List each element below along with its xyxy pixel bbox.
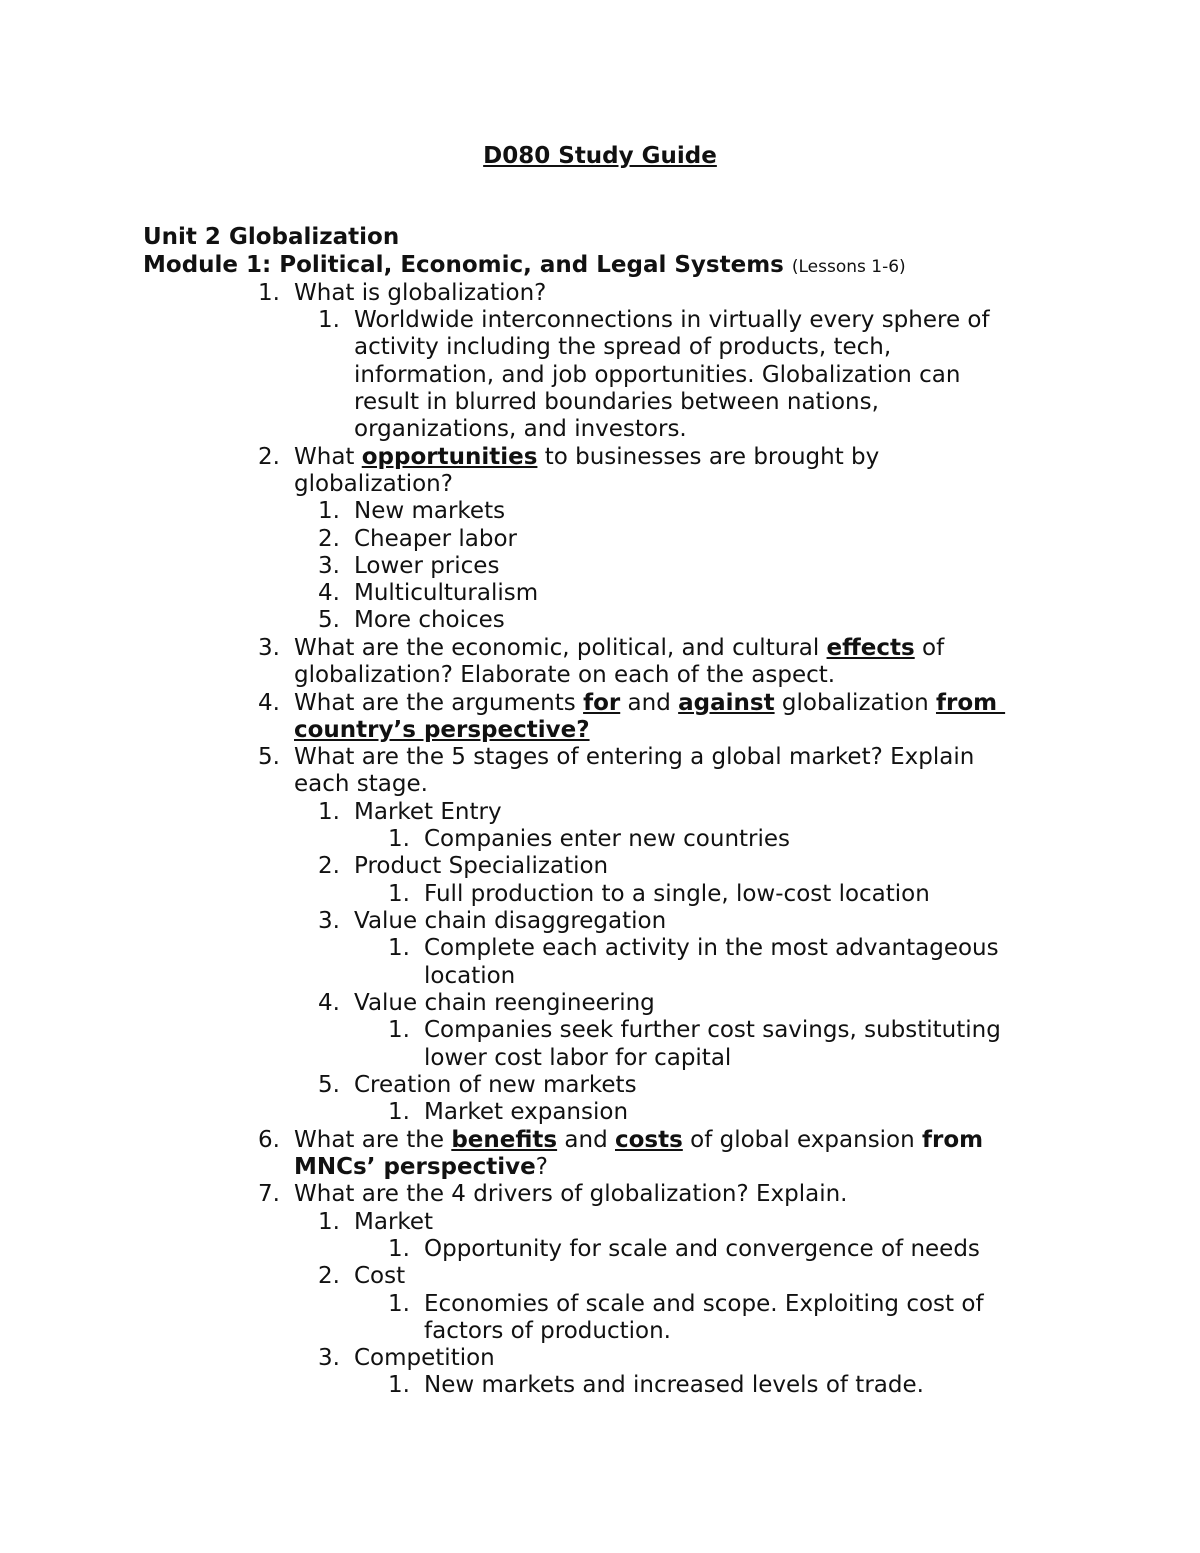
q5-stage-number: 1. bbox=[318, 799, 340, 825]
q7-driver-detail: Opportunity for scale and convergence of needs bbox=[424, 1236, 980, 1262]
q4-text bbox=[294, 689, 1005, 717]
q2-item-number: 1. bbox=[318, 498, 340, 524]
module-title: Module 1: Political, Economic, and Legal Systems bbox=[143, 252, 784, 278]
q1-number: 1. bbox=[258, 280, 280, 306]
q1-answer-line: result in blurred boundaries between nations, bbox=[354, 389, 879, 415]
document-title: D080 Study Guide bbox=[483, 143, 717, 169]
q2-emphasis: opportunities bbox=[361, 444, 538, 470]
q3-text-post: of bbox=[914, 635, 945, 661]
q5-stage-detail-number: 1. bbox=[388, 826, 410, 852]
q5-number: 5. bbox=[258, 744, 280, 770]
q7-driver-number: 3. bbox=[318, 1345, 340, 1371]
q2-item: Multiculturalism bbox=[354, 580, 539, 606]
q7-driver: Cost bbox=[354, 1263, 406, 1289]
q3-text bbox=[294, 634, 944, 662]
q2-item: Lower prices bbox=[354, 553, 500, 579]
q2-text-line2: globalization? bbox=[294, 471, 453, 497]
q3-number: 3. bbox=[258, 635, 280, 661]
q5-stage: Value chain reengineering bbox=[354, 990, 655, 1016]
q5-stage-detail-number: 1. bbox=[388, 881, 410, 907]
q7-driver-detail-number: 1. bbox=[388, 1291, 410, 1317]
q5-stage-number: 4. bbox=[318, 990, 340, 1016]
q7-driver-detail-number: 1. bbox=[388, 1372, 410, 1398]
q2-number: 2. bbox=[258, 444, 280, 470]
q4-emphasis-for: for bbox=[583, 690, 621, 716]
q2-item-number: 5. bbox=[318, 607, 340, 633]
q7-driver-number: 1. bbox=[318, 1209, 340, 1235]
q4-emphasis-against: against bbox=[678, 690, 775, 716]
q7-driver: Competition bbox=[354, 1345, 495, 1371]
q2-item-number: 3. bbox=[318, 553, 340, 579]
q2-item-number: 2. bbox=[318, 526, 340, 552]
q4-text-mid: and bbox=[620, 690, 679, 716]
q6-number: 6. bbox=[258, 1127, 280, 1153]
q5-stage-number: 5. bbox=[318, 1072, 340, 1098]
q6-bold-from: from bbox=[922, 1127, 984, 1153]
q1-answer-line: organizations, and investors. bbox=[354, 416, 687, 442]
q4-text-pre: What are the arguments bbox=[294, 690, 584, 716]
q7-driver-detail: factors of production. bbox=[424, 1318, 671, 1344]
q7-driver-detail: New markets and increased levels of trade. bbox=[424, 1372, 924, 1398]
q4-text-line2: country’s perspective? bbox=[294, 717, 590, 743]
module-heading bbox=[143, 251, 906, 281]
q5-stage: Market Entry bbox=[354, 799, 502, 825]
q2-text-pre: What bbox=[294, 444, 362, 470]
q5-stage-number: 3. bbox=[318, 908, 340, 934]
q6-text-mid: and bbox=[557, 1127, 615, 1153]
q4-emphasis-from: from bbox=[935, 690, 1006, 716]
q5-stage-detail: Companies enter new countries bbox=[424, 826, 791, 852]
q6-emphasis-benefits: benefits bbox=[451, 1127, 558, 1153]
q7-driver: Market bbox=[354, 1209, 434, 1235]
q5-stage-detail: Companies seek further cost savings, substituting bbox=[424, 1017, 1001, 1043]
q5-stage-detail: Market expansion bbox=[424, 1099, 629, 1125]
q1-answer-line: information, and job opportunities. Globalization can bbox=[354, 362, 961, 388]
q5-stage-detail-number: 1. bbox=[388, 1017, 410, 1043]
q3-text-line2: globalization? Elaborate on each of the aspect. bbox=[294, 662, 836, 688]
q2-item-number: 4. bbox=[318, 580, 340, 606]
unit-heading: Unit 2 Globalization bbox=[143, 224, 400, 250]
q5-stage-detail: Full production to a single, low-cost location bbox=[424, 881, 930, 907]
q5-stage-number: 2. bbox=[318, 853, 340, 879]
q2-item: New markets bbox=[354, 498, 506, 524]
q1-answer-number: 1. bbox=[318, 307, 340, 333]
q5-stage: Product Specialization bbox=[354, 853, 609, 879]
q5-stage-detail: lower cost labor for capital bbox=[424, 1045, 732, 1071]
q5-text: What are the 5 stages of entering a global market? Explain bbox=[294, 744, 975, 770]
q5-stage-detail-number: 1. bbox=[388, 1099, 410, 1125]
q4-number: 4. bbox=[258, 690, 280, 716]
q4-text-mid: globalization bbox=[774, 690, 936, 716]
q7-text: What are the 4 drivers of globalization? Explain. bbox=[294, 1181, 848, 1207]
q1-answer-line: Worldwide interconnections in virtually every sphere of bbox=[354, 307, 990, 333]
q5-stage-detail: location bbox=[424, 963, 516, 989]
q6-text bbox=[294, 1126, 983, 1154]
q1-text: What is globalization? bbox=[294, 280, 547, 306]
q6-emphasis-costs: costs bbox=[615, 1127, 683, 1153]
q6-text-end: ? bbox=[535, 1154, 548, 1180]
q3-text-pre: What are the economic, political, and cultural bbox=[294, 635, 827, 661]
q7-number: 7. bbox=[258, 1181, 280, 1207]
q1-answer-line: activity including the spread of products, tech, bbox=[354, 334, 892, 360]
q6-bold-perspective: MNCs’ perspective bbox=[294, 1154, 536, 1180]
q2-text-post: to businesses are brought by bbox=[537, 444, 880, 470]
q2-item: More choices bbox=[354, 607, 505, 633]
q3-emphasis: effects bbox=[826, 635, 915, 661]
q5-stage-detail-number: 1. bbox=[388, 935, 410, 961]
q7-driver-number: 2. bbox=[318, 1263, 340, 1289]
q2-text bbox=[294, 443, 879, 471]
module-lessons: (Lessons 1-6) bbox=[791, 257, 906, 277]
q5-stage-detail: Complete each activity in the most advantageous bbox=[424, 935, 999, 961]
q5-text-line2: each stage. bbox=[294, 771, 428, 797]
q6-text-line2 bbox=[294, 1153, 548, 1181]
q7-driver-detail: Economies of scale and scope. Exploiting cost of bbox=[424, 1291, 984, 1317]
q5-stage: Value chain disaggregation bbox=[354, 908, 667, 934]
q6-text-mid: of global expansion bbox=[682, 1127, 923, 1153]
q5-stage: Creation of new markets bbox=[354, 1072, 637, 1098]
q2-item: Cheaper labor bbox=[354, 526, 518, 552]
q7-driver-detail-number: 1. bbox=[388, 1236, 410, 1262]
q6-text-pre: What are the bbox=[294, 1127, 452, 1153]
